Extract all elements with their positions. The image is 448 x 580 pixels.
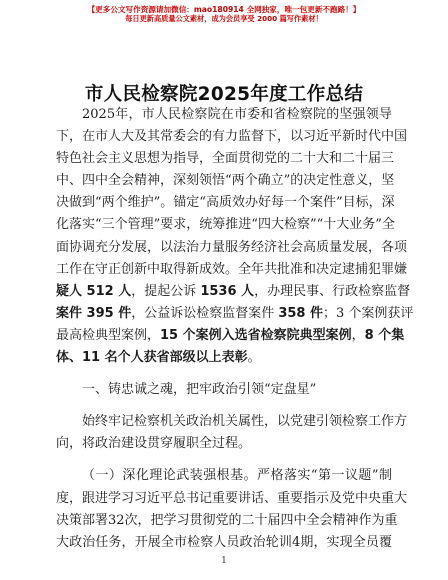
text-run: ，公益诉讼检察监督案件 [131,305,279,321]
paragraph-line [56,126,408,148]
paragraph-line [56,148,395,170]
text-run: ，提起公诉 [131,283,201,299]
document-title: 市人民检察院2025年度工作总结 [84,84,364,105]
text-run: 中、四中全会精神，深刻领悟“两个确立”的决定性意义，坚 [56,173,395,189]
bold-text-run: 疑人 512 人 [56,283,132,299]
subsection-heading-line [56,465,392,487]
document-body [56,104,414,554]
bold-text-run: 体、11 名个人获省部级以上表彰 [56,350,248,366]
bold-text-run: 8 个集 [364,327,405,343]
text-run: 大政治任务，开展全市检察人员政治轮训4期，实现全员覆 [56,534,392,550]
paragraph-line [56,433,392,455]
text-run: 面协调充分发展，以法治力量服务经济社会高质量发展，各项 [56,239,408,255]
text-run: （一）深化理论武装强根基。严格落实“第一议题”制 [82,468,392,484]
paragraph-line [56,411,408,433]
text-run: 。 [247,350,261,366]
text-run: 特色社会主义思想为指导，全面贯彻党的二十大和二十届三 [56,151,395,167]
text-run: 决做到“两个维护”。锚定“高质效办好每一个案件”目标，深 [56,195,395,211]
bold-text-run: 358 件 [278,305,324,321]
promo-banner-line-2: 每日更新高质量公文素材，成为会员享受 2000 篇写作素材！ [125,14,323,23]
bold-text-run: 15 个案例入选省检察院典型案例 [160,327,352,343]
text-run: ，办理民事、行政检察监督 [254,283,411,299]
promo-banner-line-1: 【更多公文写作资源请加微信：mao180914 全网独家，唯一包更新不跑路！】 [87,5,361,14]
paragraph-line [56,237,408,259]
text-run: 度，跟进学习习近平总书记重要讲话、重要指示及党中央重大 [56,490,408,506]
bold-text-run: 案件 395 件 [56,305,132,321]
text-run: 2025年，市人民检察院在市委和省检察院的坚强领导 [82,107,392,122]
paragraph-line [56,532,392,554]
paragraph-line [56,104,392,126]
paragraph-line [56,325,405,347]
text-run: 决策部署32次，把学习贯彻党的二十届四中全会精神作为重 [56,512,398,528]
paragraph-line [56,170,395,192]
text-run: 向，将政治建设贯穿履职全过程。 [56,436,252,452]
text-run: 最高检典型案例， [56,327,161,343]
paragraph-line [56,488,408,510]
text-run: 一、铸忠诚之魂，把牢政治引领“定盘星” [82,382,317,398]
paragraph-line [56,347,392,369]
text-run: ， [351,327,365,343]
text-run: 始终牢记检察机关政治机关属性，以党建引领检察工作方 [82,414,408,430]
bold-text-run: 1536 人 [200,283,255,299]
text-run: 下，在市人大及其常委会的有力监督下，以习近平新时代中国 [56,129,408,145]
text-run: ；3 个案例获评 [323,305,414,321]
page-number: 1 [221,556,227,566]
section-heading [56,379,392,401]
paragraph-line [56,192,395,214]
paragraph-line [56,303,414,325]
paragraph-line [56,510,398,532]
paragraph-line [56,259,408,281]
text-run: 工作在守正创新中取得新成效。全年共批准和决定逮捕犯罪嫌 [56,261,408,277]
paragraph-line [56,281,411,303]
paragraph-line [56,214,395,236]
text-run: 化落实“三个管理”要求，统筹推进“四大检察”“十大业务”全 [56,217,395,233]
